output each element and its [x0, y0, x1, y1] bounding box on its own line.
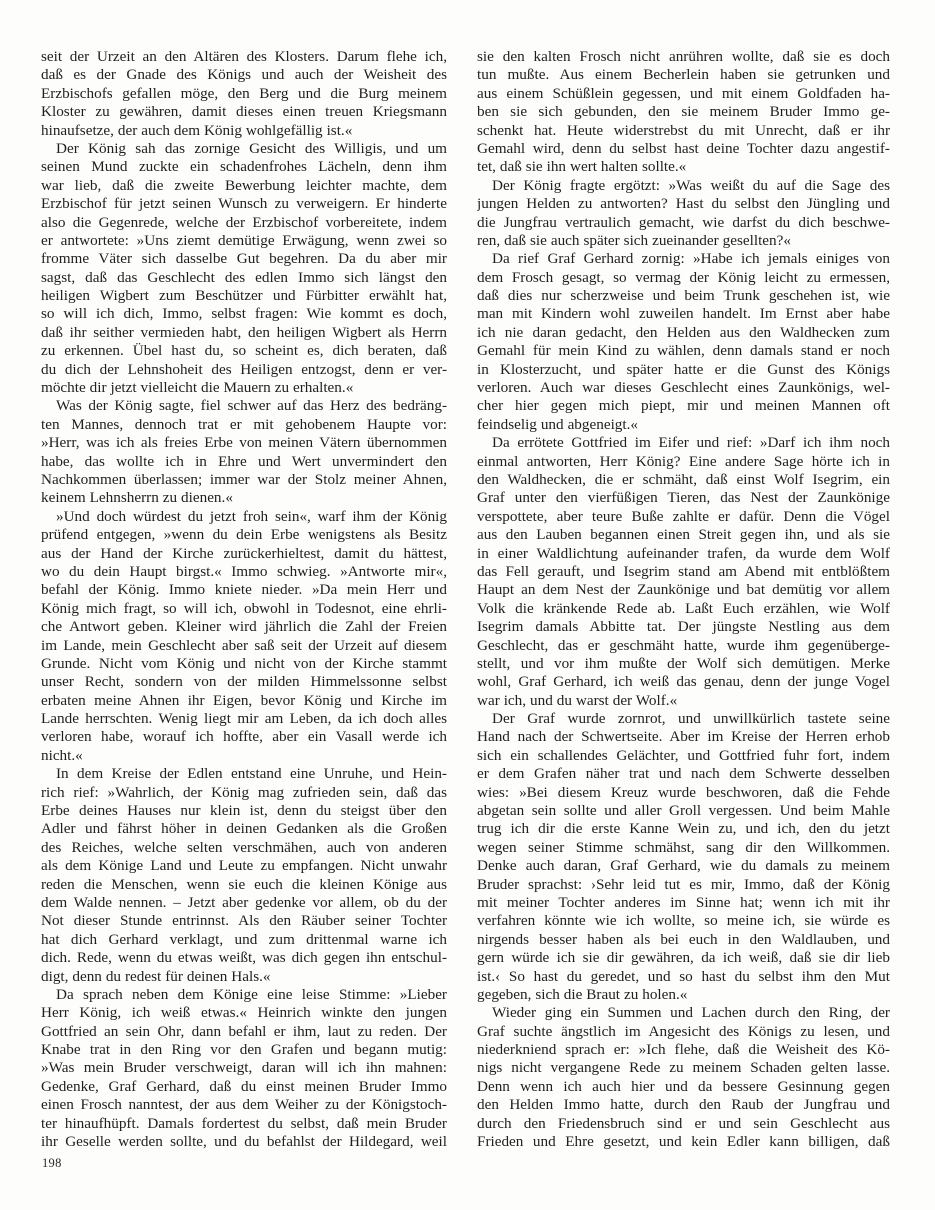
text-line: Was der König sagte, fiel schwer auf das Herz des bedräng-: [56, 397, 447, 415]
text-line: wies: »Bei diesem Kreuz wurde beschworen, daß die Fehde: [477, 783, 890, 801]
text-line: sagst, daß das Geschlecht des edlen Immo sich längst den: [41, 268, 447, 286]
text-line: aus der Hand der Kirche zurückerhieltest, damit du hättest,: [41, 544, 447, 562]
text-line: Adler und fährst höher in deinen Gedanken als die Großen: [41, 820, 447, 838]
text-line: stellt, und vor ihm mußte der Wolf sich demütigen. Merke: [477, 654, 890, 672]
text-line: cher hier gegen mich piept, mir und meinen Mannen oft: [477, 397, 890, 415]
page-number: 198: [42, 1156, 62, 1170]
text-line: zu erkennen. Übel hast du, so scheint es, dich beraten, daß: [41, 342, 447, 360]
text-line: hinaufsetze, der auch dem König wohlgefällig ist.«: [41, 121, 353, 139]
text-line: Erzbischofs gefallen möge, den Berg und die Burg meinem: [41, 84, 447, 102]
text-line: tun mußte. Aus einem Becherlein haben sie getrunken und: [477, 66, 890, 84]
paragraph: [477, 177, 890, 251]
text-columns: [41, 48, 890, 1151]
text-line: Denke auch daran, Graf Gerhard, wie du damals zu meinem: [477, 857, 890, 875]
text-line: Gemahl wird, denn du selbst hast deine Tochter dazu angestif-: [477, 139, 890, 157]
text-line: hat dich Gerhard verklagt, und zum drittenmal warne ich: [41, 930, 447, 948]
text-line: gegeben, sich die Braut zu holen.«: [477, 985, 688, 1003]
text-line: In dem Kreise der Edlen entstand eine Unruhe, und Hein-: [56, 765, 447, 783]
text-line: war ich, und du warst der Wolf.«: [477, 691, 678, 709]
paragraph: [477, 434, 890, 710]
text-line: möchte dir jetzt vielleicht die Mauern zu erhalten.«: [41, 379, 354, 397]
text-line: sie den kalten Frosch nicht anrühren wollte, daß sie es doch: [477, 48, 890, 65]
text-line: Haupt an dem Nest der Zaunkönige und bat demütig vor allem: [477, 581, 890, 599]
paragraph: [41, 140, 447, 397]
text-line: Gedenke, Graf Gerhard, daß du einst meinen Bruder Immo: [41, 1077, 447, 1095]
paragraph: [41, 765, 447, 986]
text-line: fromme Väter sich dasselbe Gut begehren. Da du aber mir: [41, 250, 447, 268]
text-line: »Und doch würdest du jetzt froh sein«, warf ihm der König: [56, 507, 447, 525]
paragraph: [477, 1004, 890, 1151]
text-line: dich. Rede, wenn du etwas weißt, was dich gegen ihn entschul-: [41, 949, 447, 967]
text-line: schenkt hat. Heute widerstrebst du mit Unrecht, daß er ihr: [477, 121, 890, 139]
text-line: daß dies nur scherzweise und beim Trunk geschehen ist, wie: [477, 287, 890, 305]
paragraph: [41, 986, 447, 1152]
text-line: nirgends besser haben als bei euch in den Waldlauben, und: [477, 930, 890, 948]
text-line: befahl der König. Immo kniete nieder. »Da mein Herr und: [41, 581, 447, 599]
text-line: Geschlecht, das er geschmäht hatte, wurde ihm gegenüberge-: [477, 636, 890, 654]
text-line: rich rief: »Wahrlich, der König mag zufrieden sein, daß das: [41, 783, 447, 801]
text-line: niederkniend sprach er: »Ich flehe, daß die Weisheit des Kö-: [477, 1041, 890, 1059]
paragraph: [41, 48, 447, 140]
text-line: Kloster zu gewähren, damit dieses einen treuen Kriegsmann: [41, 103, 447, 121]
text-line: den Waldhecken, die er schmäht, daß einst Wolf Isegrim, ein: [477, 470, 890, 488]
text-line: wegen seiner Stimme schmähst, sang dir den Willkommen.: [477, 838, 890, 856]
text-line: aus den Lauben begannen einen Streit gegen ihn, und als sie: [477, 526, 890, 544]
text-line: keinem Lehnsherrn zu dienen.«: [41, 489, 233, 507]
text-line: Grunde. Nicht vom König und nicht von der Kirche stammt: [41, 654, 447, 672]
text-line: tet, daß sie ihn wert halten sollte.«: [477, 158, 687, 176]
text-line: seit der Urzeit an den Altären des Klosters. Darum flehe ich,: [41, 48, 447, 65]
text-line: Der König fragte ergötzt: »Was weißt du auf die Sage des: [492, 176, 890, 194]
text-line: ten Mannes, dennoch trat er mit gehobenem Haupte vor:: [41, 415, 447, 433]
text-line: Da errötete Gottfried im Eifer und rief: »Darf ich ihm noch: [492, 434, 890, 452]
text-line: Not dieser Stunde entrinnst. Als den Räuber seiner Tochter: [41, 912, 447, 930]
text-line: einmal antworten, Herr König? Eine andere Sage hörte ich in: [477, 452, 890, 470]
text-line: also die Gegenrede, welche der Erzbischof vorbereitete, indem: [41, 213, 447, 231]
text-line: ich nie daran gedacht, den Helden aus den Waldhecken zum: [477, 323, 890, 341]
text-line: sich ein schallendes Gelächter, und Gottfried fuhr fort, indem: [477, 746, 890, 764]
text-line: Der Graf wurde zornrot, und unwillkürlich tastete seine: [492, 710, 890, 728]
paragraph: [41, 397, 447, 507]
text-line: in Klosterzucht, und später hatte er die Gunst des Königs: [477, 360, 890, 378]
text-line: habe, das wollte ich in Ehre und Wert unvermindert den: [41, 452, 447, 470]
text-line: durch den Friedensbruch sind er und sein Geschlecht aus: [477, 1114, 890, 1132]
paragraph: [477, 710, 890, 1004]
text-line: Hand nach der Schwertseite. Aber im Kreise der Herren erhob: [477, 728, 890, 746]
text-line: ren, daß sie auch später sich zueinander gesellten?«: [477, 231, 791, 249]
paragraph: [41, 508, 447, 765]
text-line: im Lande, mein Geschlecht aber saß seit der Urzeit auf diesem: [41, 636, 447, 654]
text-line: che Antwort geben. Kleiner wird jährlich die Zahl der Freien: [41, 618, 447, 636]
text-line: »Was mein Bruder verschweigt, daran will ich ihn mahnen:: [41, 1059, 447, 1077]
text-line: Gemahl für mein Kind zu wählen, denn damals stand er noch: [477, 342, 890, 360]
text-line: Knabe trat in den Ring vor den Grafen und begann mutig:: [41, 1041, 447, 1059]
text-line: Der König sah das zornige Gesicht des Willigis, und um: [56, 139, 447, 157]
page-footer: [42, 1154, 62, 1172]
text-line: verfahren könnte wie ich wollte, so meine ich, sie würde es: [477, 912, 890, 930]
text-line: seinen Mund zuckte ein schadenfrohes Lächeln, denn ihm: [41, 158, 447, 176]
text-line: daß ihr seither vermieden habt, den heiligen Wigbert als Herrn: [41, 323, 447, 341]
text-line: in einer Waldlichtung aufeinander trafen, da wurde dem Wolf: [477, 544, 890, 562]
text-line: so will ich dich, Immo, selbst fragen: Wie kommt es doch,: [41, 305, 447, 323]
text-line: Erbe deines Hauses nur klein ist, denn du steigst über den: [41, 802, 447, 820]
text-line: Da rief Graf Gerhard zornig: »Habe ich jemals einiges von: [492, 250, 890, 268]
text-line: Erzbischof für jetzt seinen Wunsch zu verweigern. Er hinderte: [41, 195, 447, 213]
text-line: gern würde ich sie dir gewähren, da ich weiß, daß sie dir lieb: [477, 949, 890, 967]
text-line: feindselig und abgeneigt.«: [477, 415, 638, 433]
text-line: mit meiner Tochter anderes im Sinne hat; wenn ich mit ihr: [477, 893, 890, 911]
text-line: Denn wenn ich auch hier und da bessere Gesinnung gegen: [477, 1077, 890, 1095]
text-line: die Jungfrau vertraulich gemacht, wie darfst du dich beschwe-: [477, 213, 890, 231]
text-column-right: [477, 48, 890, 1151]
text-line: trug ich dir die erste Kanne Wein zu, und ich, den du jetzt: [477, 820, 890, 838]
text-line: Graf suchte ängstlich im Angesicht des Königs zu lesen, und: [477, 1022, 890, 1040]
text-line: jungen Helden zu antworten? Hast du selbst den Jüngling und: [477, 195, 890, 213]
text-line: ter hinaufhüpft. Damals fordertest du selbst, daß mein Bruder: [41, 1114, 447, 1132]
text-line: ben sie sich gebunden, den sie meinem Bruder Immo ge-: [477, 103, 890, 121]
text-line: des Reiches, welche selten verschmähen, auch von anderen: [41, 838, 447, 856]
text-line: als dem Könige Land und Leute zu empfangen. Nicht unwahr: [41, 857, 447, 875]
text-line: unser Recht, sondern von der milden Himmelssonne selbst: [41, 673, 447, 691]
text-line: Graf unter den vierfüßigen Tieren, das Nest der Zaunkönige: [477, 489, 890, 507]
text-line: er dem Grafen näher trat und nach dem Schwerte desselben: [477, 765, 890, 783]
text-line: Isegrim damals Abbitte tat. Der jüngste Nestling aus dem: [477, 618, 890, 636]
text-line: aus einem Schüßlein gegessen, und mit einem Goldfaden ha-: [477, 84, 890, 102]
text-line: Da sprach neben dem Könige eine leise Stimme: »Lieber: [56, 985, 447, 1003]
text-line: er antwortete: »Uns ziemt demütige Erwägung, wenn zwei so: [41, 231, 447, 249]
text-line: heiligen Wigbert zum Beschützer und Fürbitter erwählt hat,: [41, 287, 447, 305]
paragraph: [477, 250, 890, 434]
text-line: verspottete, aber teure Buße zahlte er dafür. Denn die Vögel: [477, 507, 890, 525]
text-line: verloren habe, worauf ich hoffte, aber ein Vasall werde ich: [41, 728, 447, 746]
text-line: digt, denn du redest für deinen Hals.«: [41, 967, 271, 985]
text-line: daß es der Gnade des Königs und auch der Weisheit des: [41, 66, 447, 84]
text-line: prüfend entgegen, »wenn du dein Erbe wenigstens als Besitz: [41, 526, 447, 544]
text-line: nigs nicht vergangene Rede zu meinem Schaden gelten lasse.: [477, 1059, 890, 1077]
paragraph: [477, 48, 890, 177]
text-line: abgetan sein sollte und aller Groll vergessen. Und beim Mahle: [477, 802, 890, 820]
text-line: den Helden Immo hatte, durch den Raub der Jungfrau und: [477, 1096, 890, 1114]
text-line: war lieb, daß die zweite Bewerbung leichter machte, dem: [41, 176, 447, 194]
text-line: das Fell gerauft, und Isegrim stand am Abend mit entblößtem: [477, 562, 890, 580]
text-line: einen Frosch nanntest, der aus dem Weiher zu der Königstoch-: [41, 1096, 447, 1114]
text-line: wo du dein Haupt birgst.« Immo schwieg. »Antworte mir«,: [41, 562, 447, 580]
text-line: ihr Geselle werden sollte, und du befahlst der Hildegard, weil: [41, 1133, 447, 1151]
text-line: Lande herrschten. Wenig liegt mir am Leben, da ich doch alles: [41, 710, 447, 728]
text-line: »Herr, was ich als freies Erbe von meinen Vätern übernommen: [41, 434, 447, 452]
text-line: Bruder sprachst: ›Sehr leid tut es mir, Immo, daß der König: [477, 875, 890, 893]
text-line: dem Walde nennen. – Jetzt aber gedenke vor allem, ob du der: [41, 893, 447, 911]
text-line: dem Frosch gesagt, so vermag der König leicht zu ermessen,: [477, 268, 890, 286]
text-line: Wieder ging ein Summen und Lachen durch den Ring, der: [492, 1004, 890, 1022]
text-line: nicht.«: [41, 746, 83, 764]
text-column-left: [41, 48, 447, 1151]
text-line: erbaten meine Ahnen ihr Eigen, bevor König und Kirche im: [41, 691, 447, 709]
text-line: du dich der Lehnshoheit des Heiligen entzogst, denn er ver-: [41, 360, 447, 378]
text-line: Frieden und Ehre gesetzt, und kein Edler kann billigen, daß: [477, 1133, 890, 1151]
text-line: Gottfried an sein Ohr, dann befahl er ihm, laut zu reden. Der: [41, 1022, 447, 1040]
text-line: Nachkommen überlassen; immer war der Stolz meiner Ahnen,: [41, 470, 447, 488]
text-line: ist.‹ So hast du geredet, und so hast du selbst ihm den Mut: [477, 967, 890, 985]
text-line: Herr König, ich weiß etwas.« Heinrich winkte den jungen: [41, 1004, 447, 1022]
text-line: Volk die kränkende Rede ab. Laßt Euch erzählen, wie Wolf: [477, 599, 890, 617]
text-line: wohl, Graf Gerhard, ich weiß das genau, denn der junge Vogel: [477, 673, 890, 691]
text-line: König mich fragt, so will ich, obwohl in Todesnot, eine ehrli-: [41, 599, 447, 617]
text-line: verloren. Auch war dieses Geschlecht eines Zaunkönigs, wel-: [477, 379, 890, 397]
text-line: reden die Menschen, wenn sie euch die kleinen Könige aus: [41, 875, 447, 893]
text-line: man mit Kindern wohl zuweilen handelt. Im Ernst aber habe: [477, 305, 890, 323]
